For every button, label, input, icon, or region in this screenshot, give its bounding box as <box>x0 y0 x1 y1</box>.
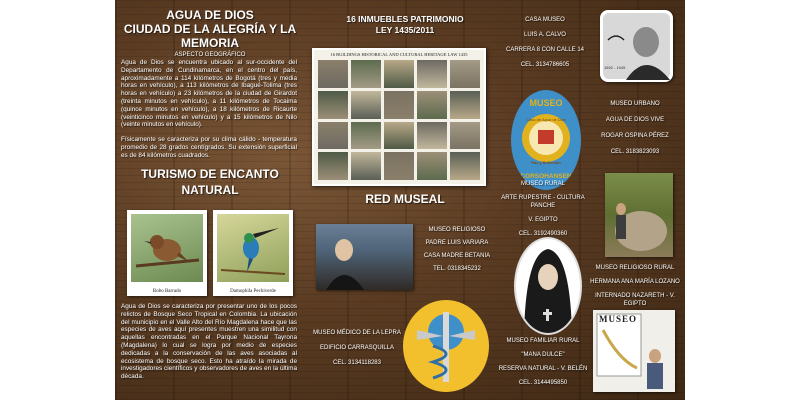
museo-religioso-rural-info <box>585 264 685 308</box>
familiar-line-3: RESERVA NATURAL - V. BELÉN <box>498 366 588 372</box>
bird-2-caption: Damophila Pechiverde <box>230 289 276 294</box>
tourism-heading-2: NATURAL <box>181 183 239 197</box>
museo-urbano-info <box>586 100 684 156</box>
nun-portrait <box>516 239 580 333</box>
religioso-line-2: PADRE LUIS VARIARA <box>425 240 489 246</box>
collage-tile <box>318 60 348 88</box>
collage-tile <box>450 91 480 119</box>
collage-tile <box>351 91 381 119</box>
religioso-line-4: TEL. 0318345232 <box>433 266 481 272</box>
padre-variara-photo <box>316 224 413 290</box>
mana-dulce-photo <box>593 310 675 392</box>
religioso-rural-line-3: INTERNADO NAZARETH - V. EGIPTO <box>595 293 675 307</box>
collage-tile <box>318 152 348 180</box>
bird-1-caption: Bobo Barrado <box>152 289 182 294</box>
collage-tile <box>384 91 414 119</box>
rural-line-1: MUSEO RURAL <box>520 181 565 187</box>
casa-line-3: CARRERA 8 CON CALLE 14 <box>505 47 585 53</box>
urbano-line-3: ROGAR OSPINA PÉREZ <box>601 133 669 139</box>
medico-logo <box>403 300 489 392</box>
priest-portrait <box>316 224 413 290</box>
collage-tile <box>417 91 447 119</box>
familiar-line-4: CEL. 3144495850 <box>518 380 568 386</box>
religioso-line-3: CASA MADRE BETANIA <box>423 253 491 259</box>
arte-rupestre-photo <box>605 173 673 257</box>
collage-banner: 16 BUILDINGS HISTORICAL AND CULTURAL HERITAGE LAW 1435 <box>330 52 468 57</box>
familiar-line-2: "MANA DULCE" <box>521 352 565 358</box>
calvo-portrait <box>600 10 673 82</box>
familiar-line-1: MUSEO FAMILIAR RURAL <box>506 338 580 344</box>
brochure-panel <box>115 0 685 400</box>
museo-rural-info <box>493 180 593 238</box>
casa-line-1: CASA MUSEO <box>525 17 565 23</box>
logo-corsohansen-text: CORSOHANSEN <box>520 173 572 180</box>
patrimonio-heading-1: 16 INMUEBLES PATRIMONIO <box>346 14 464 24</box>
collage-tile <box>384 152 414 180</box>
geo-heading: ASPECTO GEOGRÁFICO <box>174 52 246 58</box>
collage-tile <box>384 60 414 88</box>
casa-line-4: CEL. 3134786605 <box>520 62 570 68</box>
bird-image-1 <box>131 214 203 282</box>
patrimonio-heading-2: LEY 1435/2011 <box>375 25 435 35</box>
collage-tile <box>450 60 480 88</box>
rural-line-2: ARTE RUPESTRE - CULTURA PANCHE <box>501 195 585 209</box>
rock-art-illustration <box>605 173 673 257</box>
bosque-text: Agua de Dios se caracteriza por presentar uno de los pocos relictos de Bosque Seco Tropical en Colombia. La ubicación del municipio en el Valle Alto del Río Magdalena hace que las especies de aves aquí presentes muestren una similitud con aquellas encontradas en el Parque Nacional Tayrona (Magdalena) lo cual se logra por medio de especies dedicadas a la conservación de las aves asociadas al ecosistema de bosque seco. Esto ha atraído la mirada de investigadores científicos y observadores de aves en la última década. <box>121 303 297 381</box>
geo-text-climate: Físicamente se caracteriza por su clima cálido - temperatura promedio de 28 grados centígrados. Su extensión superficial es de 84 kilómetros cuadrados. <box>121 136 297 159</box>
rural-line-3: V. EGIPTO <box>528 217 558 223</box>
urbano-line-1: MUSEO URBANO <box>610 101 660 107</box>
religioso-rural-line-2: HERMANA ANA MARÍA LOZANO <box>590 279 680 285</box>
logo-museo-text: MUSEO <box>529 98 563 108</box>
title-ciudad: CIUDAD DE LA ALEGRÍA Y LA MEMORIA <box>123 22 297 50</box>
medico-line-1: MUSEO MÉDICO DE LA LEPRA <box>313 330 401 336</box>
museo-familiar-info <box>493 337 593 387</box>
bird-image-2 <box>217 214 289 282</box>
bird-photo-2 <box>213 210 293 296</box>
collage-tile <box>318 91 348 119</box>
logo-footer-text: Paz y Reflexión <box>531 160 561 165</box>
museo-sign-text: MUSEO <box>599 314 638 324</box>
religioso-rural-line-1: MUSEO RELIGIOSO RURAL <box>595 265 675 271</box>
heritage-collage <box>312 48 486 186</box>
collage-tile <box>417 60 447 88</box>
calvo-portrait-frame <box>600 10 673 82</box>
museo-religioso-info <box>413 226 501 273</box>
religioso-line-1: MUSEO RELIGIOSO <box>428 227 486 233</box>
urbano-line-4: CEL. 3183823093 <box>610 149 660 155</box>
collage-tile <box>318 122 348 150</box>
hermana-ana-maria-portrait <box>514 237 582 335</box>
logo-inner-text: Casa de Agua de Dios <box>526 117 566 122</box>
casa-line-2: LUIS A. CALVO <box>524 32 566 38</box>
casa-museo-info <box>500 16 590 69</box>
bird-photo-1 <box>127 210 207 296</box>
bird-1-illustration <box>131 214 203 282</box>
collage-tile <box>417 122 447 150</box>
collage-tile <box>384 122 414 150</box>
medico-line-2: EDIFICIO CARRASQUILLA <box>319 345 394 351</box>
collage-tile <box>351 152 381 180</box>
corsohansen-logo <box>511 90 581 190</box>
geo-text: Agua de Dios se encuentra ubicado al sur-occidente del Departamento de Cundinamarca, en el centro del país, aproximadamente a 114 kilómetros de Bogotá (tres y media horas en vehículo), a 113 kilómetros de Ibagué-Tolima (tres horas en vehículo) a 23 kilómetros de la ciudad de Girardot (treinta minutos en vehículo), a 11 kilómetros de Tocaima (quince minutos en vehículo), a 18 kilómetros de Ricaurte (veinticinco minutos en vehículo) y a 15 kilómetros de Nilo (veinte minutos en vehículo). <box>121 59 297 129</box>
bird-2-illustration <box>217 214 289 282</box>
red-museal-heading: RED MUSEAL <box>365 192 445 206</box>
rural-line-4: CEL. 3192490360 <box>518 231 568 237</box>
medico-line-3: CEL. 3134118283 <box>333 360 381 366</box>
collage-tile <box>450 152 480 180</box>
museo-medico-info <box>312 329 402 367</box>
collage-tile <box>417 152 447 180</box>
tourism-heading-1: TURISMO DE ENCANTO <box>141 167 279 181</box>
collage-tile <box>351 122 381 150</box>
urbano-line-2: AGUA DE DIOS VIVE <box>605 117 665 123</box>
collage-grid <box>318 60 480 180</box>
collage-tile <box>450 122 480 150</box>
caduceus-icon <box>403 300 489 392</box>
portrait-caption: 1892 - 1945 <box>604 65 626 70</box>
collage-tile <box>351 60 381 88</box>
title-agua-de-dios: AGUA DE DIOS <box>166 8 254 22</box>
